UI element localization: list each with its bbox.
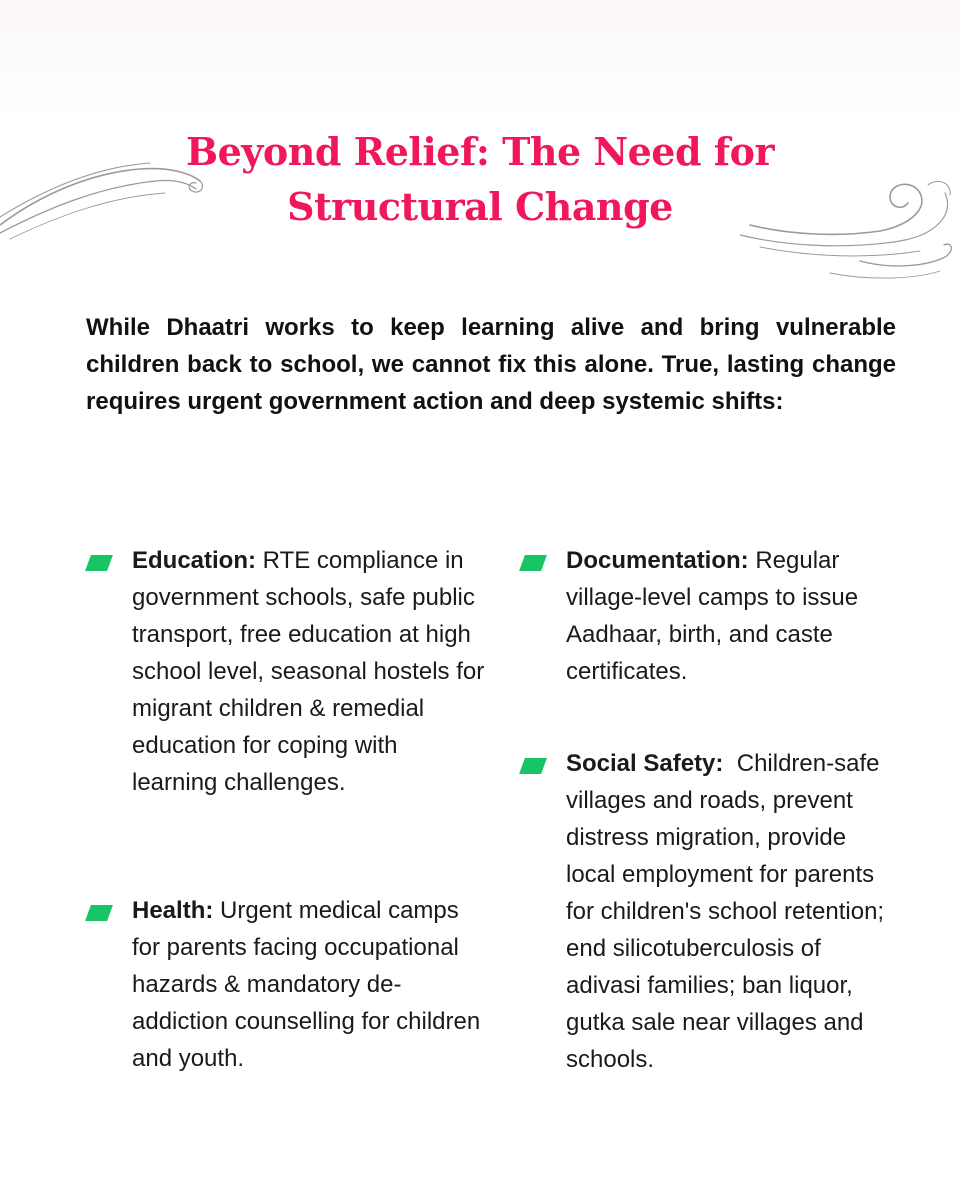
list-item-label: Health: (132, 897, 214, 924)
list-item-health (88, 892, 488, 1077)
list-item-text (132, 542, 488, 801)
bullet-icon (519, 555, 547, 571)
list-item-body: RTE compliance in government schools, safe public transport, free education at high school level, seasonal hostels for migrant children & remedial education for coping with learning challenges. (132, 547, 485, 796)
list-item-body: Urgent medical camps for parents facing occupational hazards & mandatory de-addiction counselling for children and youth. (132, 897, 481, 1072)
page-title (110, 124, 850, 234)
list-item-text (566, 745, 902, 1078)
list-item-label: Documentation: (566, 547, 749, 574)
title-line-1: Beyond Relief: The Need for (186, 129, 774, 174)
title-line-2: Structural Change (287, 184, 673, 229)
bullet-icon (85, 905, 113, 921)
list-item-documentation (522, 542, 882, 690)
list-item-body: Regular village-level camps to issue Aadhaar, birth, and caste certificates. (566, 547, 859, 685)
bullet-icon (85, 555, 113, 571)
list-item-social-safety (522, 745, 902, 1078)
intro-paragraph: While Dhaatri works to keep learning alive and bring vulnerable children back to school, we cannot fix this alone. True, lasting change requires urgent government action and deep systemic shifts: (86, 314, 896, 415)
list-item-text (132, 892, 488, 1077)
list-item-education (88, 542, 488, 801)
bullet-icon (519, 758, 547, 774)
list-item-label: Education: (132, 547, 256, 574)
list-item-body: Children-safe villages and roads, prevent distress migration, provide local employment for parents for children's school retention; end silicotuberculosis of adivasi families; ban liquor, gutka sale near villages and schools. (566, 750, 891, 1073)
list-item-label: Social Safety: (566, 750, 724, 777)
list-item-text (566, 542, 882, 690)
